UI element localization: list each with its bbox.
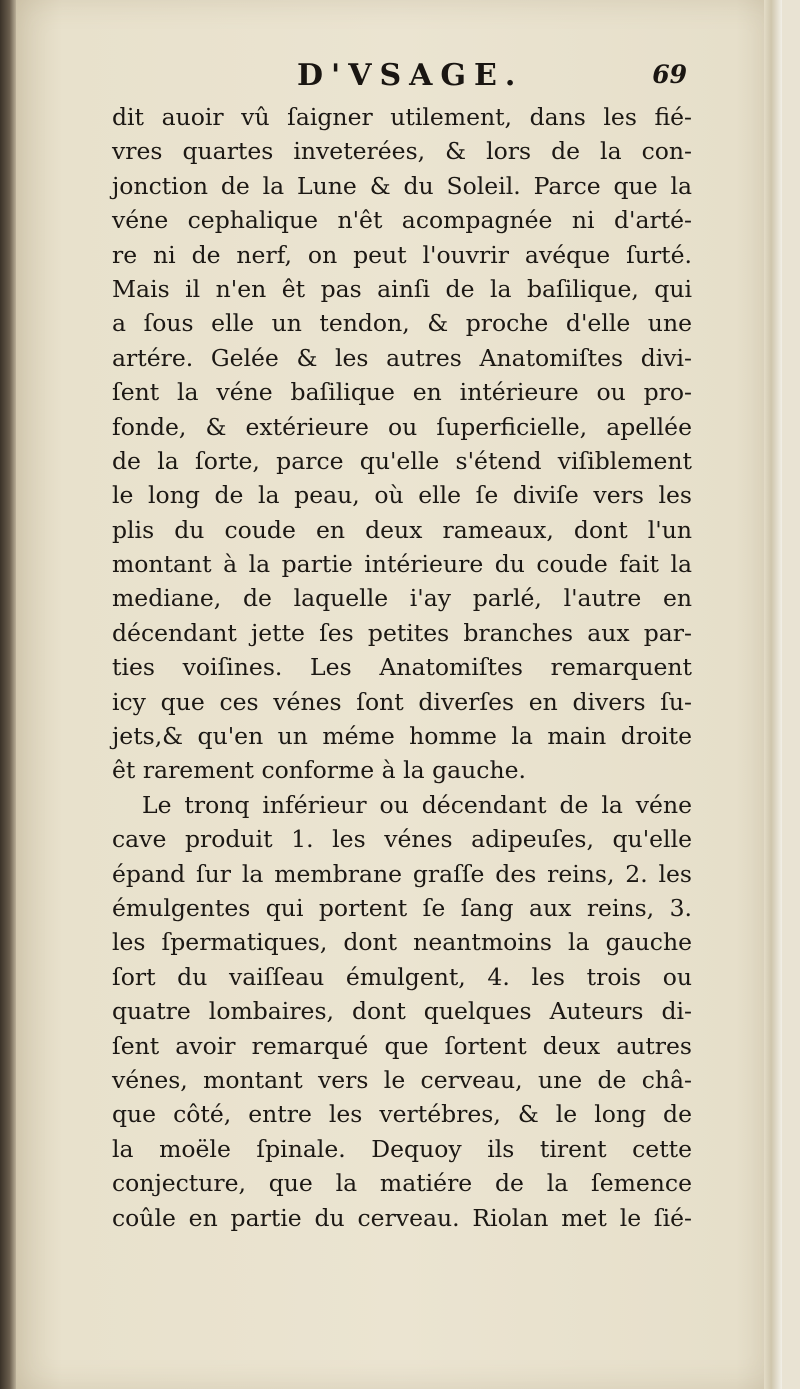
page-number: 69: [652, 60, 687, 89]
page-header: [112, 58, 687, 98]
text-line: émulgentes qui portent ſe ſang aux reins, 3.: [112, 893, 692, 922]
text-line: re ni de nerf, on peut l'ouvrir avéque ſurté.: [112, 240, 692, 269]
text-line: épand ſur la membrane graſſe des reins, 2. les: [112, 859, 692, 888]
text-line: quatre lombaires, dont quelques Auteurs di-: [112, 997, 692, 1026]
text-line: Le tronq inférieur ou décendant de la véne: [142, 790, 692, 819]
text-line: véne cephalique n'êt acompagnée ni d'arté-: [112, 206, 692, 235]
text-line: conjecture, que la matiére de la ſemence: [112, 1169, 692, 1198]
text-line: Mais il n'en êt pas ainſi de la baſilique, qui: [112, 274, 692, 303]
text-line: cave produit 1. les vénes adipeuſes, qu'elle: [112, 825, 692, 854]
text-line: ſort du vaiſſeau émulgent, 4. les trois ou: [112, 962, 692, 991]
text-line: les ſpermatiques, dont neantmoins la gauche: [112, 928, 692, 957]
text-line: la moële ſpinale. Dequoy ils tirent cette: [112, 1134, 692, 1163]
text-line: a ſous elle un tendon, & proche d'elle une: [112, 309, 692, 338]
text-line: le long de la peau, où elle ſe diviſe vers les: [112, 481, 692, 510]
text-line: que côté, entre les vertébres, & le long de: [112, 1100, 692, 1129]
text-line: dit auoir vû ſaigner utilement, dans les fié-: [112, 103, 692, 131]
text-line: mediane, de laquelle i'ay parlé, l'autre en: [112, 584, 692, 613]
text-line: artére. Gelée & les autres Anatomiſtes divi-: [112, 343, 692, 372]
text-line: fonde, & extérieure ou ſuperficielle, apellée: [112, 412, 692, 441]
text-line: vénes, montant vers le cerveau, une de châ-: [112, 1065, 692, 1094]
text-line: ties voiſines. Les Anatomiſtes remarquent: [112, 653, 692, 682]
body-text: [112, 100, 692, 1235]
text-line: jonction de la Lune & du Soleil. Parce que la: [112, 171, 692, 200]
text-line: êt rarement conforme à la gauche.: [112, 756, 526, 785]
running-head: D'VSAGE.: [297, 58, 524, 93]
text-line: coûle en partie du cerveau. Riolan met le ſié-: [112, 1203, 692, 1232]
text-line: ſent la véne baſilique en intérieure ou pro-: [112, 378, 692, 407]
text-line: décendant jette ſes petites branches aux par-: [112, 618, 692, 647]
text-line: ſent avoir remarqué que ſortent deux autres: [112, 1031, 692, 1060]
page-edge: [764, 0, 782, 1389]
text-line: jets,& qu'en un méme homme la main droite: [112, 722, 692, 751]
text-line: plis du coude en deux rameaux, dont l'un: [112, 515, 692, 544]
text-line: vres quartes inveterées, & lors de la con-: [112, 137, 692, 166]
text-line: icy que ces vénes ſont diverſes en divers ſu-: [112, 687, 692, 716]
text-line: de la ſorte, parce qu'elle s'étend viſiblement: [112, 446, 692, 475]
text-line: montant à la partie intérieure du coude fait la: [112, 550, 692, 579]
binding-edge: [0, 0, 16, 1389]
